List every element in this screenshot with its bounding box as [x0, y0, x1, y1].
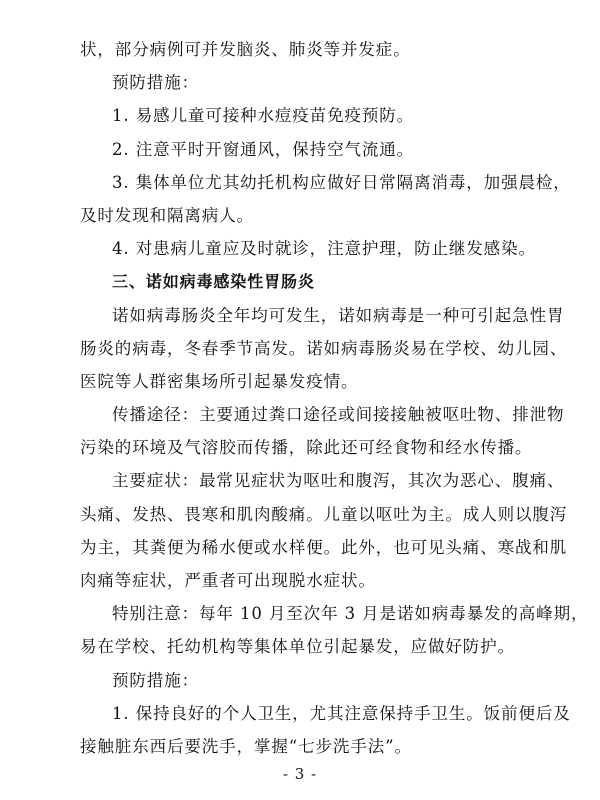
body-line: 主要症状：最常见症状为呕吐和腹泻，其次为恶心、腹痛、: [112, 471, 565, 490]
list-item-continuation: 及时发现和隔离病人。: [80, 206, 254, 225]
body-line: 肉痛等症状，严重者可出现脱水症状。: [80, 571, 376, 590]
body-line: 传播途径：主要通过粪口途径或间接接触被呕吐物、排泄物: [112, 405, 565, 424]
body-line: 肠炎的病毒，冬春季节高发。诺如病毒肠炎易在学校、幼儿园、: [80, 339, 568, 358]
body-line: 易在学校、托幼机构等集体单位引起暴发，应做好防护。: [80, 637, 515, 656]
body-line: 头痛、发热、畏寒和肌肉酸痛。儿童以呕吐为主。成人则以腹泻: [80, 505, 568, 524]
list-item: 3. 集体单位尤其幼托机构应做好日常隔离消毒，加强晨检，: [112, 173, 571, 192]
body-line: 为主，其粪便为稀水便或水样便。此外，也可见头痛、寒战和肌: [80, 538, 568, 557]
subheading-prevention: 预防措施：: [112, 73, 199, 92]
body-line: 特别注意：每年 10 月至次年 3 月是诺如病毒暴发的高峰期，: [112, 604, 589, 623]
list-item: 4. 对患病儿童应及时就诊，注意护理，防止继发感染。: [112, 239, 536, 258]
page-number: - 3 -: [282, 765, 318, 783]
body-line: 诺如病毒肠炎全年均可发生，诺如病毒是一种可引起急性胃: [112, 306, 565, 325]
body-line: 污染的环境及气溶胶而传播，除此还可经食物和经水传播。: [80, 438, 533, 457]
list-item-continuation: 接触脏东西后要洗手，掌握“七步洗手法”。: [80, 737, 412, 756]
list-item: 1. 易感儿童可接种水痘疫苗免疫预防。: [112, 106, 415, 125]
list-item: 1. 保持良好的个人卫生，尤其注意保持手卫生。饭前便后及: [112, 704, 571, 723]
section-heading: 三、诺如病毒感染性胃肠炎: [112, 272, 315, 291]
subheading-prevention: 预防措施：: [112, 671, 199, 690]
body-line: 医院等人群密集场所引起暴发疫情。: [80, 372, 359, 391]
list-item: 2. 注意平时开窗通风，保持空气流通。: [112, 140, 415, 159]
body-line: 状，部分病例可并发脑炎、肺炎等并发症。: [80, 40, 411, 59]
